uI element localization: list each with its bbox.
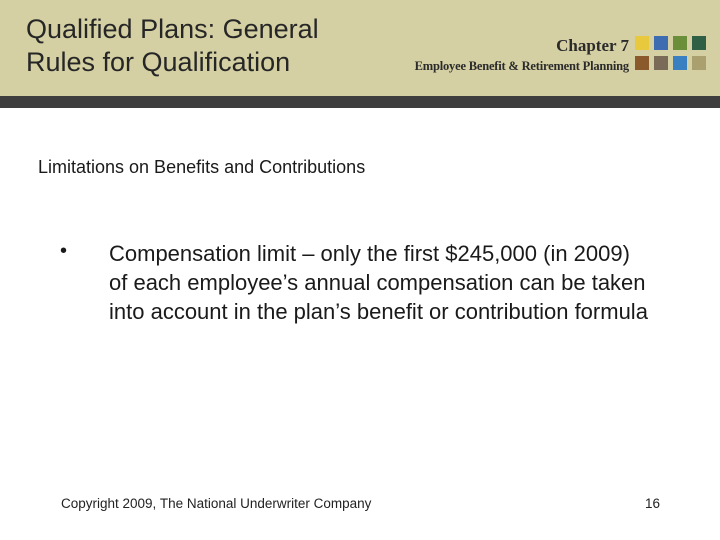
decorative-square [635, 36, 649, 50]
course-subtitle: Employee Benefit & Retirement Planning [414, 59, 629, 73]
section-heading: Limitations on Benefits and Contributions [38, 157, 366, 177]
decorative-square [673, 56, 687, 70]
bullet-marker: • [60, 240, 68, 262]
decorative-square [692, 56, 706, 70]
decorative-squares [635, 36, 715, 72]
header-divider-bar [0, 96, 720, 108]
header-band [0, 0, 720, 96]
slide-title: Qualified Plans: General Rules for Qualification [26, 14, 319, 77]
page-number: 16 [644, 496, 660, 511]
footer-copyright: Copyright 2009, The National Underwriter Company [61, 496, 372, 511]
decorative-square [673, 36, 687, 50]
decorative-square [635, 56, 649, 70]
bullet-text: Compensation limit – only the first $245,000 (in 2009) of each employee’s annual compensation can be taken into account in the plan’s benefit or contribution formula [109, 241, 648, 324]
chapter-label: Chapter 7 [556, 36, 629, 55]
decorative-square [692, 36, 706, 50]
decorative-square [654, 56, 668, 70]
decorative-square [654, 36, 668, 50]
